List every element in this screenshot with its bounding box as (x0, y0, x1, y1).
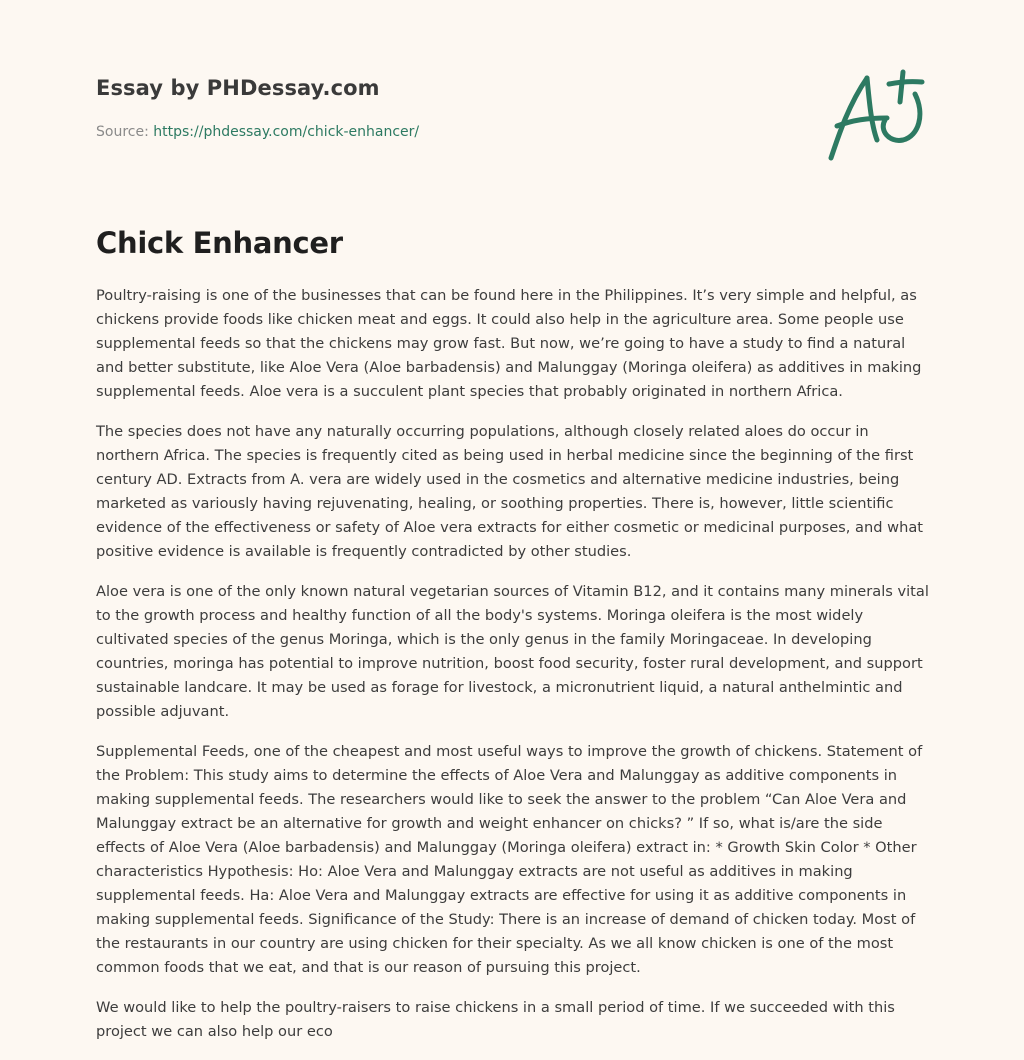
a-plus-logo-icon (827, 68, 927, 164)
site-title: Essay by PHDessay.com (96, 76, 380, 100)
essay-title: Chick Enhancer (96, 226, 343, 260)
essay-paragraph: Aloe vera is one of the only known natural vegetarian sources of Vitamin B12, and it contains many minerals vital to the growth process and healthy function of all the body's systems. Moringa oleifera is the most widely cultivated species of the genus Moringa, which is the only genus in the family Moringaceae. In developing countries, moringa has potential to improve nutrition, boost food security, foster rural development, and support sustainable landcare. It may be used as forage for livestock, a micronutrient liquid, a natural anthelmintic and possible adjuvant. (96, 583, 929, 720)
source-link[interactable]: https://phdessay.com/chick-enhancer/ (153, 124, 420, 140)
essay-paragraph: We would like to help the poultry-raisers to raise chickens in a small period of time. If we succeeded with this project we can also help our eco (96, 999, 895, 1040)
essay-paragraph: The species does not have any naturally occurring populations, although closely related aloes do occur in northern Africa. The species is frequently cited as being used in herbal medicine since the beginning of the first century AD. Extracts from A. vera are widely used in the cosmetics and alternative medicine industries, being marketed as variously having rejuvenating, healing, or soothing properties. There is, however, little scientific evidence of the effectiveness or safety of Aloe vera extracts for either cosmetic or medicinal purposes, and what positive evidence is available is frequently contradicted by other studies. (96, 423, 923, 560)
essay-paragraph: Supplemental Feeds, one of the cheapest and most useful ways to improve the growth of chickens. Statement of the Problem: This study aims to determine the effects of Aloe Vera and Malunggay as additive components in making supplemental feeds. The researchers would like to seek the answer to the problem “Can Aloe Vera and Malunggay extract be an alternative for growth and weight enhancer on chicks? ” If so, what is/are the side effects of Aloe Vera (Aloe barbadensis) and Malunggay (Moringa oleifera) extract in: * Growth Skin Color * Other characteristics Hypothesis: Ho: Aloe Vera and Malunggay extracts are not useful as additives in making supplemental feeds. Ha: Aloe Vera and Malunggay extracts are effective for using it as additive components in making supplemental feeds. Significance of the Study: There is an increase of demand of chicken today. Most of the restaurants in our country are using chicken for their specialty. As we all know chicken is one of the most common foods that we eat, and that is our reason of pursuing this project. (96, 743, 923, 976)
source-line (96, 124, 419, 140)
source-label: Source: (96, 124, 149, 140)
essay-body (96, 284, 932, 1060)
essay-paragraph: Poultry-raising is one of the businesses that can be found here in the Philippines. It’s very simple and helpful, as chickens provide foods like chicken meat and eggs. It could also help in the agriculture area. Some people use supplemental feeds so that the chickens may grow fast. But now, we’re going to have a study to find a natural and better substitute, like Aloe Vera (Aloe barbadensis) and Malunggay (Moringa oleifera) as additives in making supplemental feeds. Aloe vera is a succulent plant species that probably originated in northern Africa. (96, 287, 922, 400)
